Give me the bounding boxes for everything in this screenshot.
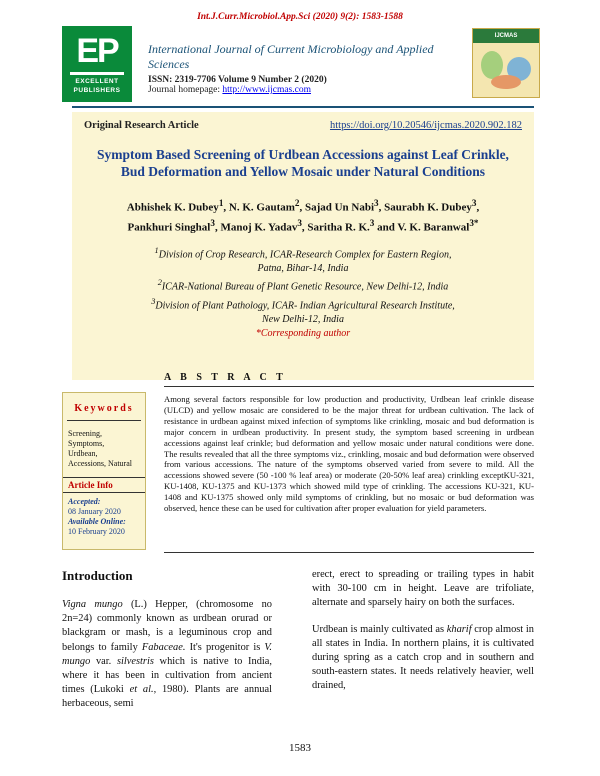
author-name: Pankhuri Singhal [127, 221, 211, 234]
body-text: var. [90, 655, 117, 667]
affiliation-sup: 1 [154, 246, 159, 255]
paper-title-line: Bud Deformation and Yellow Mosaic under Natural Conditions [120, 164, 486, 179]
homepage-link[interactable]: http://www.ijcmas.com [222, 85, 311, 95]
journal-issn: ISSN: 2319-7706 Volume 9 Number 2 (2020) [148, 75, 327, 85]
keyword: Accessions, Natural [68, 459, 132, 468]
author-name: V. K. Baranwal [397, 221, 470, 234]
logo-divider [70, 72, 124, 75]
author-sup: 3 [297, 217, 302, 228]
affiliation-text: ICAR-National Bureau of Plant Genetic Resource, New Delhi-12, India [161, 281, 449, 293]
species-name: Vigna mungo [62, 599, 123, 610]
article-info-title: Article Info [63, 477, 145, 493]
journal-info [138, 26, 458, 102]
author-line: Pankhuri Singhal$^3$, Manoj K. Yadav$^3$, Saritha R. K.$^3$ and V. K. Baranwal$^{3*}$ [127, 217, 479, 234]
cover-shape [491, 75, 521, 89]
body-text: which is native to India, where it has been in cultivation from ancient times (Lukoki [62, 655, 272, 696]
author-line: Abhishek K. Dubey$^1$, N. K. Gautam$^2$, Sajad Un Nabi$^3$, Saurabh K. Dubey$^3$, [126, 198, 480, 214]
keywords-title: Keywords [74, 403, 134, 414]
publisher-logo [62, 26, 132, 102]
article-sidebar [62, 392, 146, 550]
keywords-rule [67, 420, 141, 421]
progenitor-name: V. mungo [62, 641, 273, 667]
author-name: Sajad Un Nabi [304, 201, 375, 214]
keyword: Urdbean, [68, 449, 98, 458]
et-al: et al., [129, 684, 157, 696]
journal-cover-image [472, 28, 540, 98]
article-type: Original Research Article [84, 120, 199, 131]
author-name: Saritha R. K. [307, 221, 370, 234]
abstract-heading: A B S T R A C T [164, 372, 287, 383]
abstract-rule [164, 386, 534, 387]
body-column-right [312, 568, 534, 694]
affiliation-cont: Patna, Bihar-14, India [257, 263, 349, 275]
article-meta-row [84, 120, 522, 131]
paper-title-line: Symptom Based Screening of Urdbean Accessions against Leaf Crinkle, [97, 147, 509, 162]
author-sup: 3* [469, 217, 479, 228]
header-divider [72, 106, 534, 108]
logo-letters: EP [76, 32, 118, 70]
affiliation-text: Division of Plant Pathology, ICAR- Indian Agricultural Research Institute, [155, 299, 455, 311]
homepage-label: Journal homepage: [148, 85, 223, 95]
accepted-label: Accepted: [68, 497, 101, 506]
page-number: 1583 [289, 742, 311, 754]
variety-name: silvestris [116, 655, 154, 667]
family-name: Fabaceae. [141, 641, 186, 653]
author-sup: 3 [471, 198, 477, 208]
keyword: Symptoms, [68, 439, 105, 448]
corresponding-author: *Corresponding author [255, 328, 351, 339]
body-text: (L.) Hepper, (chromosome no 2n=24) commonly known as urdbean orurad or blackgram or mash, is a leguminous crop and belongs to family [62, 599, 272, 653]
running-head: Int.J.Curr.Microbiol.App.Sci (2020) 9(2): 1583-1588 [197, 12, 403, 22]
author-name: Manoj K. Yadav [220, 221, 298, 234]
article-info [63, 493, 145, 541]
introduction-heading: Introduction [62, 568, 133, 583]
season-term: kharif [446, 623, 472, 635]
affiliation [88, 295, 518, 313]
body-text: crop almost in all states in India. In northern plains, it is cultivated during spring as a catch crop and in southern and south-eastern states. It needs relatively heavier, well drained, [312, 623, 534, 692]
journal-title: International Journal of Current Microbiology and Applied Sciences [148, 42, 434, 71]
affiliation [88, 276, 518, 294]
abstract-text: Among several factors responsible for low production and productivity, Urdbean leaf crinkle disease (ULCD) and yellow mosaic are considered to be the major threat for urdbean cultivation. The lack of resistance in urdbean against mixed infection of symptoms like crinkling, mosaic and bud deformation is major concern in urdbean productivity. In present study, the symptom based screening in urdbean accessions against leaf crinkle; bud deformation and yellow mosaic under natural conditions were done. The results revealed that all the three symptoms viz., crinkling, mosaic and bud deformation were observed from various accessions. The nature of the symptoms observed varied from severe to mild. All the accessions showed severe (50 -100 % leaf area) or moderate (20-50% leaf area) crinkling exceptKU-321, KU-1408, KU-1375 and KU-1373 which showed mild type of crinkling. The accessions KU-321, KU-1408 and KU-1375 showed only mild symptoms of crinkling, but no mosaic or bud deformation was observed, hence these can be used for cultivation after proper evaluation for yield parameters. [164, 394, 534, 514]
online-date: 10 February 2020 [68, 527, 125, 536]
author-sup: 3 [374, 198, 379, 208]
affiliations [88, 244, 518, 327]
author-list [88, 196, 518, 235]
title-block [72, 112, 534, 380]
cover-label: IJCMAS [473, 29, 539, 43]
journal-header [62, 26, 540, 102]
accepted-date: 08 January 2020 [68, 507, 121, 516]
affiliation-sup: 3 [151, 296, 156, 306]
author-name: Abhishek K. Dubey [126, 201, 219, 214]
affiliation-cont: New Delhi-12, India [262, 313, 344, 325]
body-paragraph [62, 598, 272, 712]
logo-text: EXCELLENT PUBLISHERS [73, 78, 121, 94]
author-name: N. K. Gautam [228, 201, 295, 214]
body-text: It's progenitor is [185, 641, 265, 653]
body-paragraph [312, 623, 534, 694]
online-label: Available Online: [68, 517, 126, 526]
author-sup: 1 [218, 198, 224, 208]
body-text: 1980). Plants are annual herbaceous, semi [62, 684, 272, 710]
paper-title [88, 146, 518, 180]
author-sup: 3 [369, 217, 375, 228]
body-column-left [62, 598, 272, 712]
author-sup: 2 [294, 198, 300, 208]
body-paragraph: erect, erect to spreading or trailing types in habit with 30-100 cm in height. Leave are trifoliate, alternate and sparsely hairy on both the surfaces. [312, 569, 534, 609]
author-sup: 3 [210, 217, 215, 228]
doi-link[interactable]: https://doi.org/10.20546/ijcmas.2020.902.182 [329, 120, 522, 131]
author-name: Saurabh K. Dubey [384, 201, 472, 214]
keyword: Screening, [68, 429, 102, 438]
body-text: Urdbean is mainly cultivated as [312, 623, 447, 635]
affiliation [88, 244, 518, 262]
affiliation-text: Division of Crop Research, ICAR-Research Complex for Eastern Region, [158, 249, 452, 261]
keywords-list [63, 427, 145, 471]
affiliation-sup: 2 [157, 278, 162, 288]
abstract-bottom-rule [164, 552, 534, 553]
journal-homepage [148, 85, 450, 95]
